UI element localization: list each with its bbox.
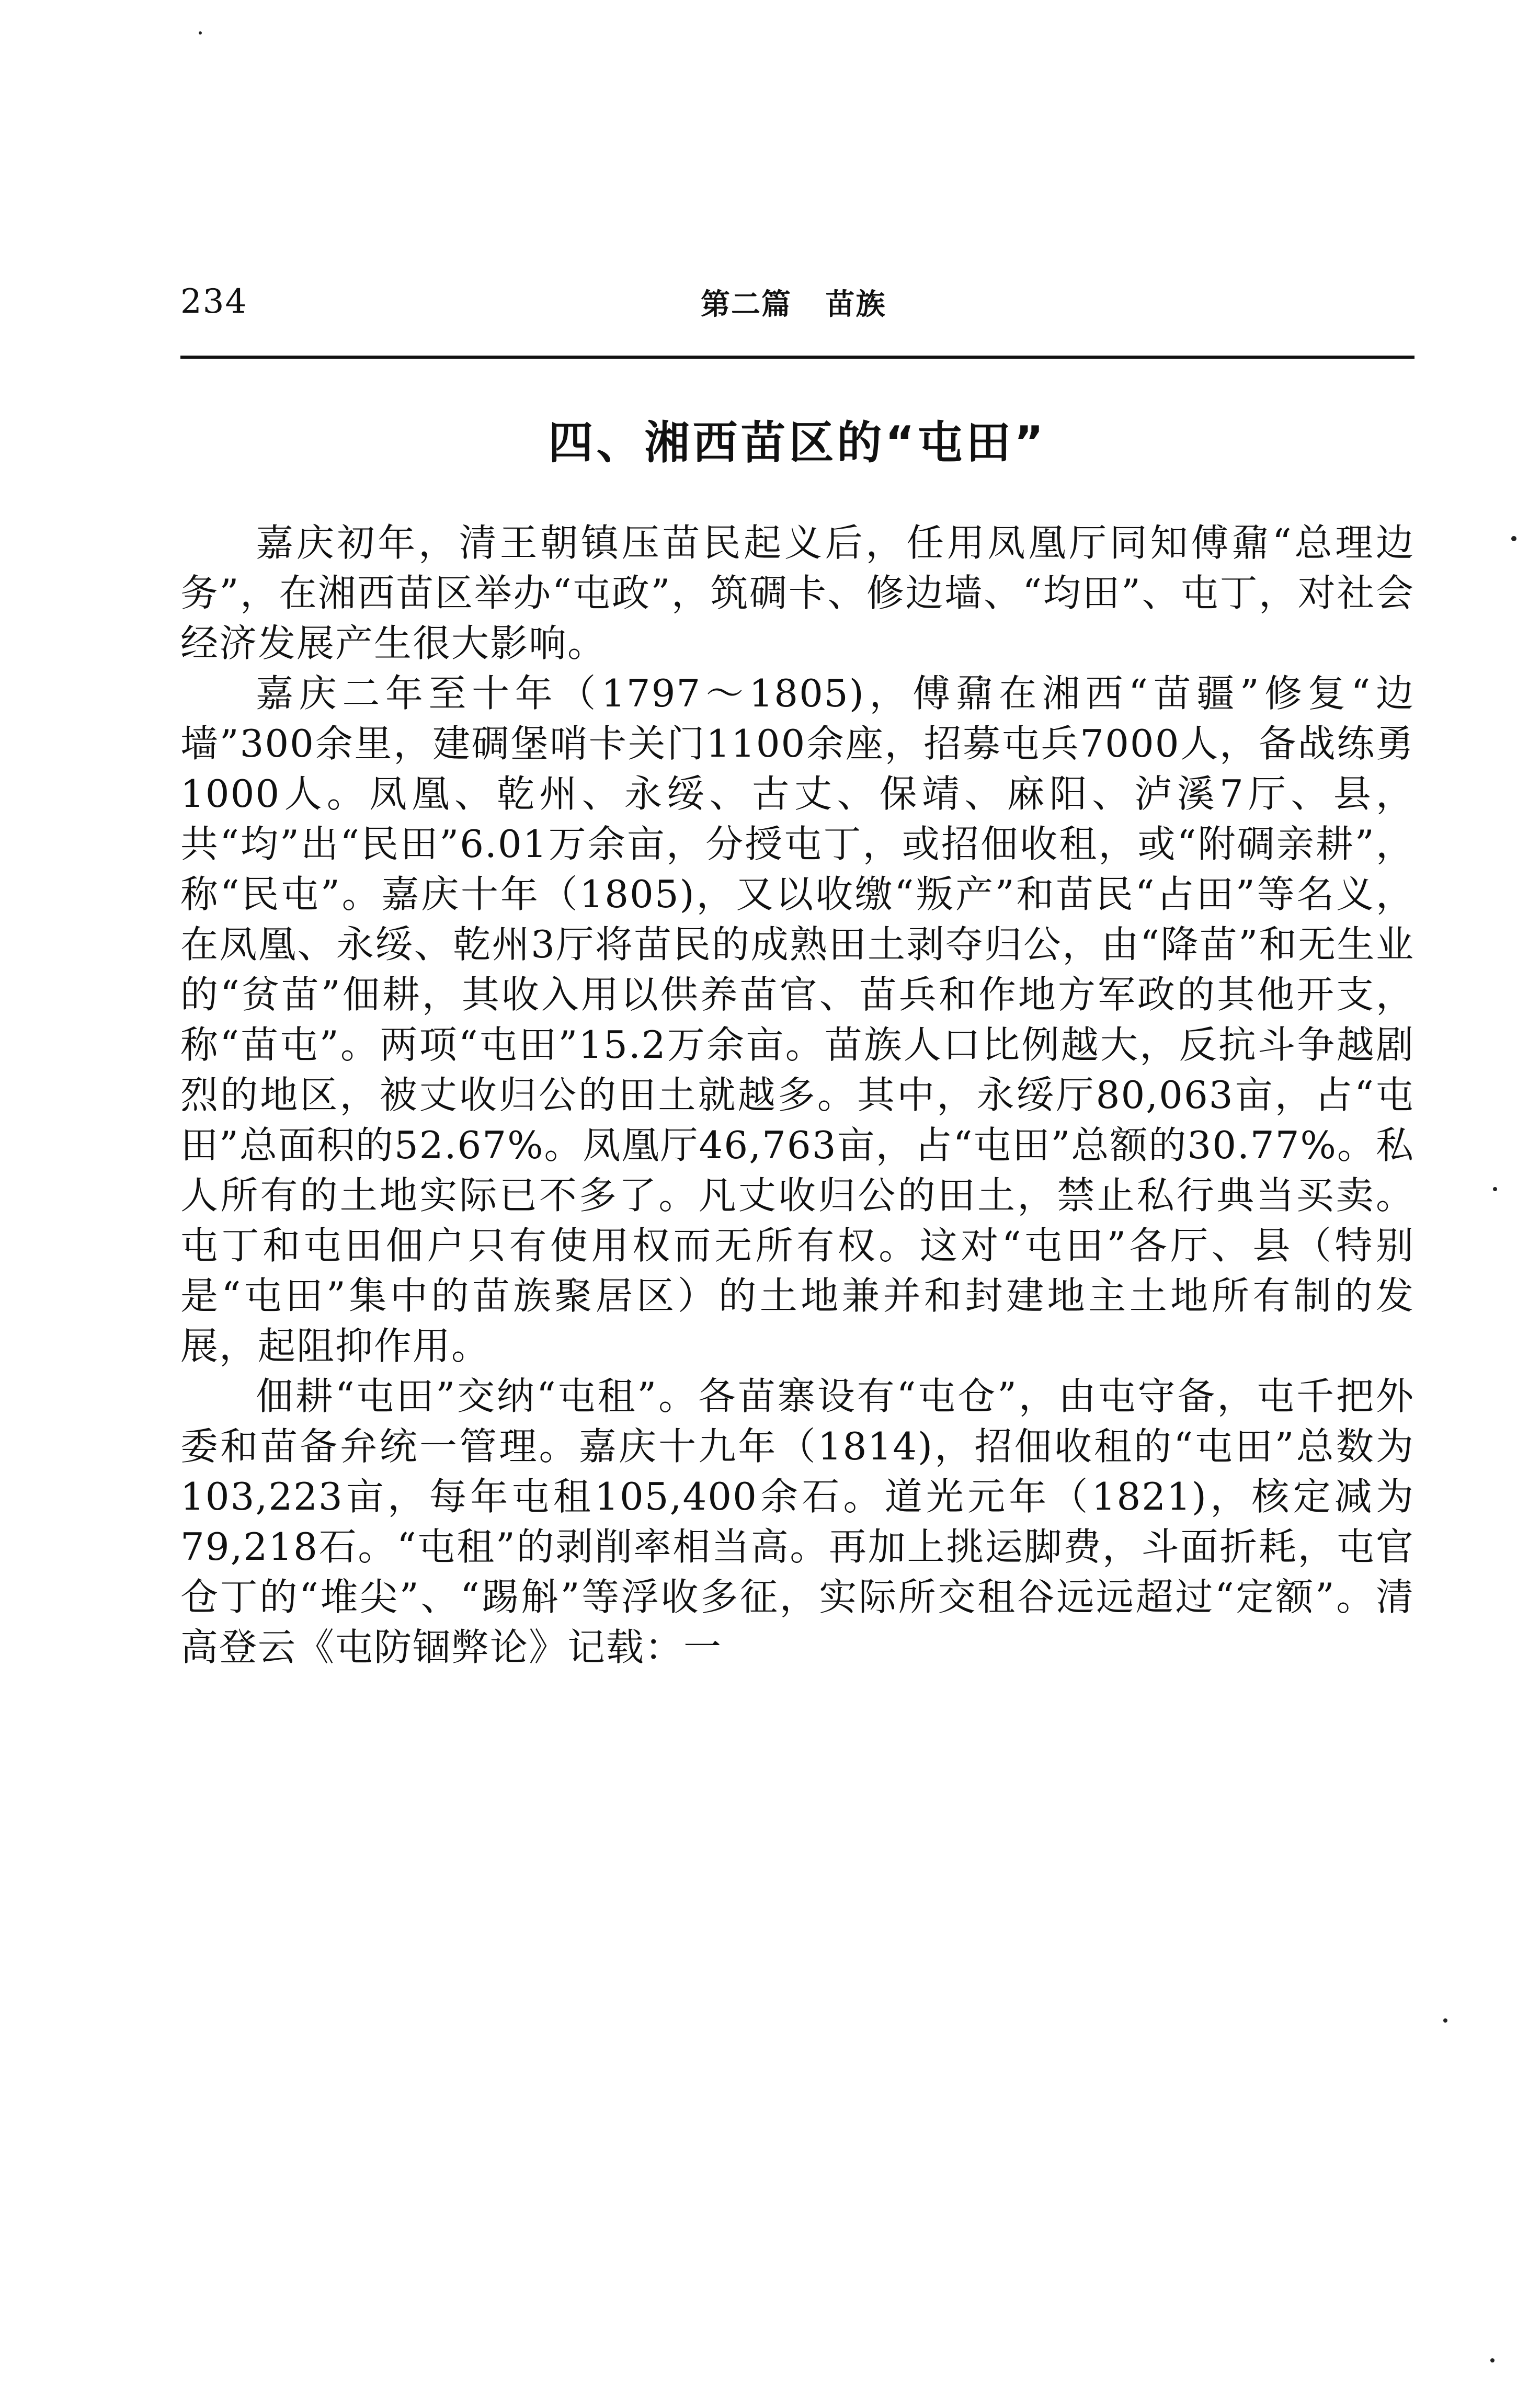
scan-speck <box>1511 536 1516 541</box>
body-text <box>180 518 1414 1672</box>
header-rule <box>180 356 1414 359</box>
paragraph-2: 嘉庆二年至十年（1797～1805)，傅鼐在湘西“苗疆”修复“边墙”300余里，建碉堡哨卡关门1100余座，招募屯兵7000人，备战练勇1000人。凤凰、乾州、永绥、古丈、保靖、麻阳、泸溪7厅、县，共“均”出“民田”6.01万余亩，分授屯丁，或招佃收租，或“附碉亲耕”，称“民屯”。嘉庆十年（1805)，又以收缴“叛产”和苗民“占田”等名义，在凤凰、永绥、乾州3厅将苗民的成熟田土剥夺归公，由“降苗”和无生业的“贫苗”佃耕，其收入用以供养苗官、苗兵和作地方军政的其他开支，称“苗屯”。两项“屯田”15.2万余亩。苗族人口比例越大，反抗斗争越剧烈的地区，被丈收归公的田土就越多。其中，永绥厅80,063亩，占“屯田”总面积的52.67%。凤凰厅46,763亩，占“屯田”总额的30.77%。私人所有的土地实际已不多了。凡丈收归公的田土，禁止私行典当买卖。屯丁和屯田佃户只有使用权而无所有权。这对“屯田”各厅、县（特别是“屯田”集中的苗族聚居区）的土地兼并和封建地主土地所有制的发展，起阻抑作用。 <box>180 671 1414 1368</box>
scan-speck <box>1490 2358 1495 2362</box>
running-head: 第二篇 苗族 <box>701 288 886 322</box>
section-title: 四、湘西苗区的“屯田” <box>548 417 1047 469</box>
scan-speck <box>199 31 202 35</box>
scan-speck <box>1493 1187 1497 1191</box>
paragraph-3: 佃耕“屯田”交纳“屯租”。各苗寨设有“屯仓”，由屯守备，屯千把外委和苗备弁统一管理。嘉庆十九年（1814)，招佃收租的“屯田”总数为103,223亩，每年屯租105,400余石。道光元年（1821)，核定减为79,218石。“屯租”的剥削率相当高。再加上挑运脚费，斗面折耗，屯官仓丁的“堆尖”、“踢斛”等浮收多征，实际所交租谷远远超过“定额”。清高登云《屯防锢弊论》记载：一 <box>180 1374 1414 1669</box>
scan-speck <box>1443 2018 1447 2023</box>
page-number: 234 <box>180 282 248 321</box>
paragraph-1: 嘉庆初年，清王朝镇压苗民起义后，任用凤凰厅同知傅鼐“总理边务”，在湘西苗区举办“屯政”，筑碉卡、修边墙、“均田”、屯丁，对社会经济发展产生很大影响。 <box>180 521 1414 665</box>
